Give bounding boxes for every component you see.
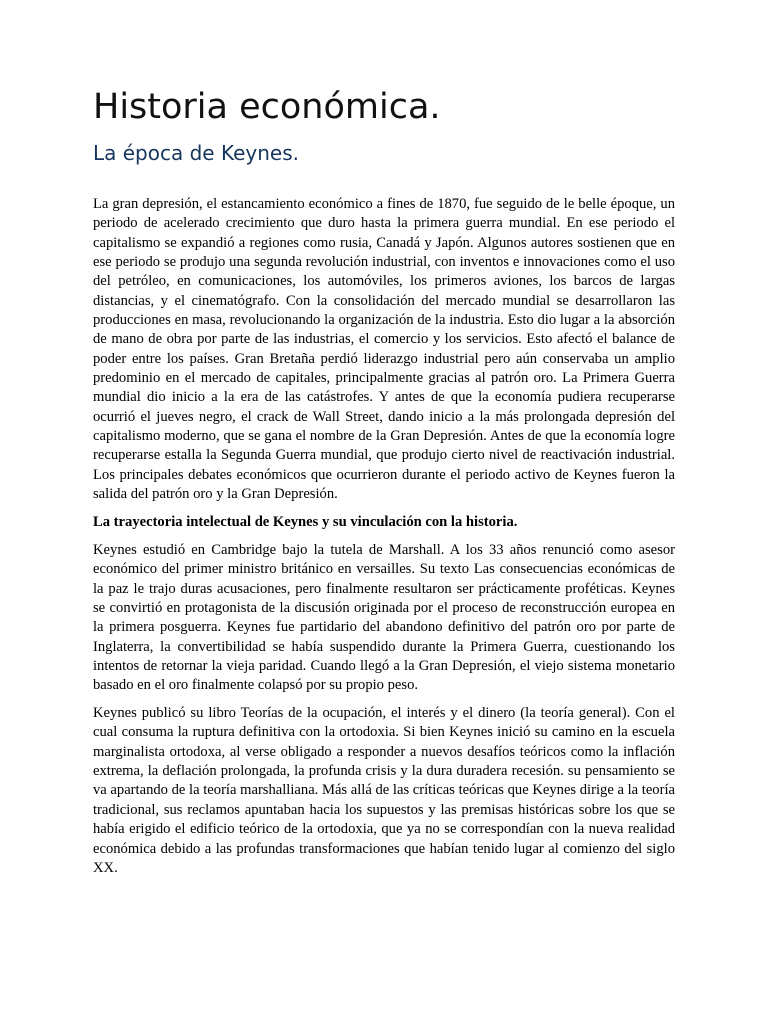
document-body <box>93 195 675 887</box>
page-subtitle: La época de Keynes. <box>93 141 299 165</box>
page-title: Historia económica. <box>93 87 441 127</box>
section-heading: La trayectoria intelectual de Keynes y su vinculación con la historia. <box>93 514 518 530</box>
paragraph-intro: La gran depresión, el estancamiento económico a fines de 1870, fue seguido de le belle époque, un periodo de acelerado crecimiento que duro hasta la primera guerra mundial. En ese periodo el capitalismo se expandió a regiones como rusia, Canadá y Japón. Algunos autores sostienen que en ese periodo se produjo una segunda revolución industrial, con inventos e innovaciones como el uso del petróleo, en comunicaciones, los automóviles, los primeros aviones, los barcos de largas distancias, y el cinematógrafo. Con la consolidación del mercado mundial se desarrollaron las producciones en masa, revolucionando la organización de la industria. Esto dio lugar a la absorción de mano de obra por parte de las industrias, el comercio y los servicios. Esto afectó el balance de poder entre los países. Gran Bretaña perdió liderazgo industrial pero aún conservaba un amplio predominio en el mercado de capitales, principalmente gracias al patrón oro. La Primera Guerra mundial dio inicio a la era de las catástrofes. Y antes de que la economía pudiera recuperarse ocurrió el jueves negro, el crack de Wall Street, dando inicio a la más prolongada depresión del capitalismo moderno, que se gana el nombre de la Gran Depresión. Antes de que la economía logre recuperarse estalla la Segunda Guerra mundial, que produjo cierto nivel de reactivación industrial. Los principales debates económicos que ocurrieron durante el periodo activo de Keynes fueron la salida del patrón oro y la Gran Depresión. <box>93 196 675 503</box>
paragraph-trajectory: Keynes estudió en Cambridge bajo la tutela de Marshall. A los 33 años renunció como asesor económico del primer ministro británico en versailles. Su texto Las consecuencias económicas de la paz le trajo duras acusaciones, pero finalmente resultaron ser prácticamente proféticas. Keynes se convirtió en protagonista de la discusión originada por el proceso de reconstrucción europea en la primera posguerra. Keynes fue partidario del abandono definitivo del patrón oro por parte de Inglaterra, la convertibilidad se había suspendido durante la Primera Guerra, cuestionando los intentos de retornar la vieja paridad. Cuando llegó a la Gran Depresión, el viejo sistema monetario basado en el oro finalmente colapsó por su propio peso. <box>93 541 675 694</box>
paragraph-general-theory: Keynes publicó su libro Teorías de la ocupación, el interés y el dinero (la teoría general). Con el cual consuma la ruptura definitiva con la ortodoxia. Si bien Keynes inició su camino en la escuela marginalista ortodoxa, al verse obligado a responder a nuevos desafíos teóricos como la inflación extrema, la deflación prolongada, la profunda crisis y la dura duradera recesión. su pensamiento se va apartando de la teoría marshalliana. Más allá de las críticas teóricas que Keynes dirige a la teoría tradicional, sus reclamos apuntaban hacia los supuestos y las premisas históricas sobre los que se había erigido el edificio teórico de la ortodoxia, que ya no se correspondían con la nueva realidad económica debido a las profundas transformaciones que habían tenido lugar al comienzo del siglo XX. <box>93 705 675 876</box>
